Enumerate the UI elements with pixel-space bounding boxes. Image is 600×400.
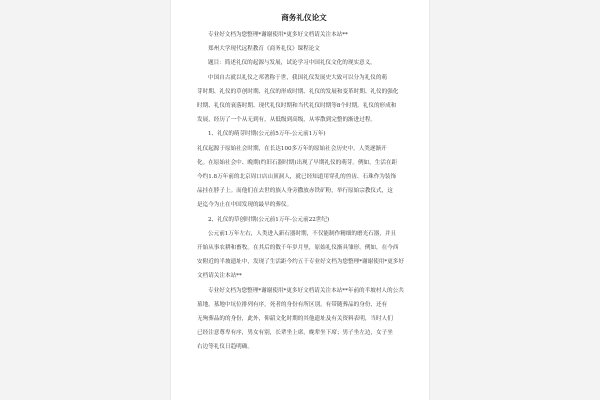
document-line: 发展，经历了一个从无到有，从低级到高级，从零散到完整的渐进过程。 (197, 117, 377, 124)
document-line: 今约1.8万年前的北京周口店山顶洞人，就已经知道用穿孔的兽齿、石珠作为装饰 (197, 174, 397, 181)
document-line: 是迄今为止在中国发现的最早的葬仪。 (197, 202, 293, 209)
document-line: 安附近的半坡遗址中，发现了生活距今约五千专业好文档为您整理*谢谢使用*更多好 (197, 259, 404, 266)
document-line: 题目：简述礼仪的起源与发展，试论学习中国礼仪文化的现实意义。 (208, 60, 376, 67)
document-line: 已经注意尊卑有序，男女有别，长辈坐上席，晚辈坐下席；男子坐左边，女子坐 (197, 330, 393, 337)
document-line: 右边等礼仪日趋明确。 (197, 344, 253, 351)
document-line: 化。在原始社会中、晚期(约旧石器时期)出现了早期礼仪的萌芽。例如，生活在距 (197, 159, 398, 166)
document-line: 文档请关注本站** (197, 273, 242, 280)
document-line: 时期、礼仪的衰落时期、现代礼仪时期和当代礼仪时期等8个时期。礼仪的形成和 (197, 103, 397, 110)
document-content (197, 12, 411, 355)
document-line: 专业好文档为您整理*谢谢使用*更多好文档请关注本站**年前的半坡村人的公共 (208, 287, 404, 294)
document-page (171, 0, 429, 400)
document-line: 专业好文档为您整理*谢谢使用*更多好文档请关注本站** (208, 32, 348, 38)
document-line: 郑州大学现代远程教育《商务礼仪》课程论文 (208, 46, 320, 53)
document-line: 墓地。墓地中坑位排列有序，死者的身份有所区别，有带随葬品的身份，还有 (197, 301, 388, 308)
document-line: 公元前1万年左右，人类进入新石器时期，不仅能制作精细的磨光石器，并且 (208, 230, 397, 237)
document-line: 无殉葬品的的身份，此外，仰韶文化时期的其他遗址及有关资料表明，当时人们 (197, 316, 393, 323)
document-line: 2、礼仪的草创时期(公元前1万年-公元前22世纪) (208, 216, 330, 223)
document-line: 礼仪起源于原始社会时期，在长达100多万年的原始社会历史中，人类逐渐开 (197, 145, 387, 152)
document-line: 品挂在脖子上。而他们在去世的族人身旁撒放赤铁矿粉，举行原始宗教仪式，这 (197, 188, 393, 195)
document-title: 商务礼仪论文 (281, 13, 327, 22)
document-line: 开始从事农耕和畜牧。在其后的数千年岁月里，原始礼仪渐具雏形。例如，在今西 (197, 245, 399, 252)
document-line: 1、礼仪的萌芽时期(公元前5万年-公元前1万年) (208, 131, 326, 138)
document-line: 芽时期、礼仪的草创时期、礼仪的形成时期、礼仪的发展和变革时期、礼仪的强化 (197, 88, 399, 95)
document-line: 中国自古就以礼仪之邦著称于世，我国礼仪发展史大致可以分为礼仪的萌 (208, 74, 388, 81)
